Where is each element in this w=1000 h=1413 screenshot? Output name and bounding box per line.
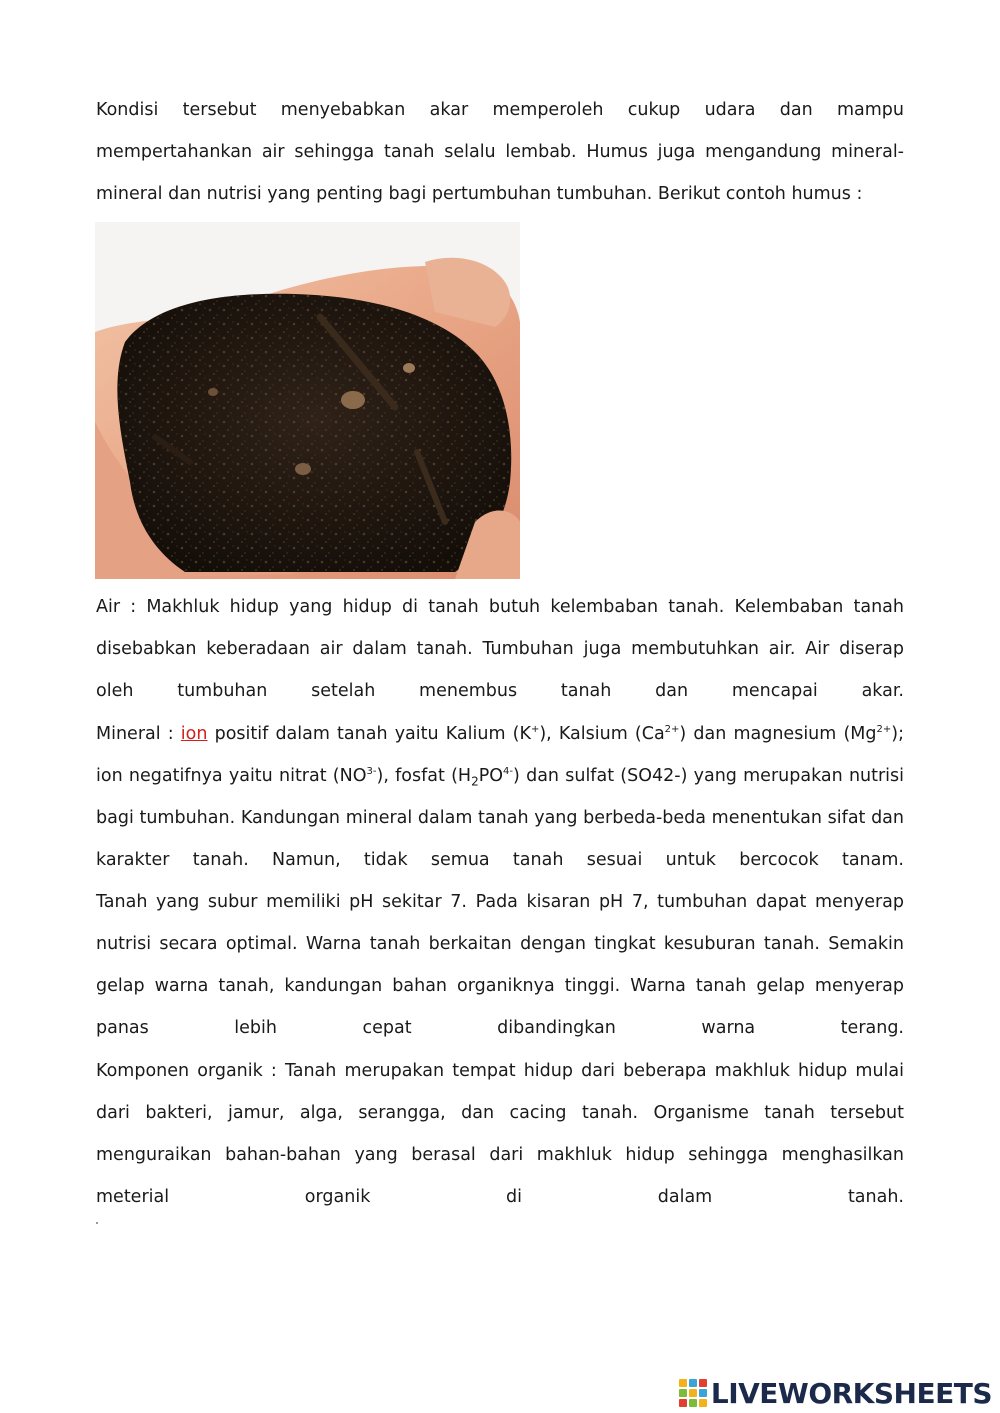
- stray-mark: [96, 1222, 98, 1224]
- brand-name: LIVEWORKSHEETS: [710, 1376, 992, 1410]
- mineral-text-2: ), Kalsium (Ca: [539, 724, 665, 744]
- liveworksheets-brand[interactable]: [679, 1377, 992, 1409]
- magnesium-charge: 2+: [876, 724, 892, 736]
- paragraph-air: Air : Makhluk hidup yang hidup di tanah butuh kelembaban tanah. Kelembaban tanah disebabkan keberadaan air dalam tanah. Tumbuhan juga membutuhkan air. Air diserap oleh tumbuhan setelah menembus tanah dan mencapai akar.: [96, 597, 904, 701]
- paragraph-ph: Tanah yang subur memiliki pH sekitar 7. Pada kisaran pH 7, tumbuhan dapat menyerap nutrisi secara optimal. Warna tanah berkaitan dengan tingkat kesuburan tanah. Semakin gelap warna tanah, kandungan bahan organiknya tinggi. Warna tanah gelap menyerap panas lebih cepat dibandingkan warna terang.: [96, 892, 904, 1038]
- paragraph-organic: Komponen organik : Tanah merupakan tempat hidup dari beberapa makhluk hidup mulai dari bakteri, jamur, alga, serangga, dan cacing tanah. Organisme tanah tersebut menguraikan bahan-bahan yang berasal dari makhluk hidup sehingga menghasilkan meterial organik di dalam tanah.: [96, 1061, 904, 1207]
- mineral-text-4: ); ion negatifnya yaitu nitrat (NO: [96, 724, 904, 786]
- mineral-prefix: Mineral :: [96, 724, 181, 744]
- nitrat-charge: 3-: [366, 766, 377, 778]
- paragraph-humus-line-2: mempertahankan air sehingga tanah selalu lembab. Humus juga mengandung mineral-: [96, 142, 904, 162]
- paragraph-humus-intro: [96, 89, 904, 215]
- fosfat-charge: 4-: [503, 766, 514, 778]
- fosfat-subscript: 2: [471, 774, 479, 789]
- humus-photo: [95, 222, 520, 579]
- paragraph-mineral: [96, 713, 904, 881]
- mineral-text-6: PO: [478, 766, 504, 786]
- ion-link[interactable]: ion: [180, 724, 208, 744]
- mineral-text-1: positif dalam tanah yaitu Kalium (K: [207, 724, 531, 744]
- kalsium-charge: 2+: [664, 724, 680, 736]
- paragraph-humus-line-1: Kondisi tersebut menyebabkan akar memperoleh cukup udara dan mampu: [96, 100, 904, 120]
- kalium-charge: +: [530, 724, 540, 736]
- mineral-text-7: ) dan sulfat (SO42-) yang merupakan nutrisi bagi tumbuhan. Kandungan mineral dalam tanah yang berbeda-beda menentukan sifat dan karakter tanah. Namun, tidak semua tanah sesuai untuk bercocok tanam.: [96, 766, 905, 870]
- humus-soil-hand-image: [95, 222, 520, 579]
- liveworksheets-logo-icon: [679, 1379, 707, 1407]
- mineral-text-5: ), fosfat (H: [376, 766, 472, 786]
- paragraph-humus-line-3: mineral dan nutrisi yang penting bagi pertumbuhan tumbuhan. Berikut contoh humus :: [96, 184, 863, 204]
- mineral-text-3: ) dan magnesium (Mg: [679, 724, 877, 744]
